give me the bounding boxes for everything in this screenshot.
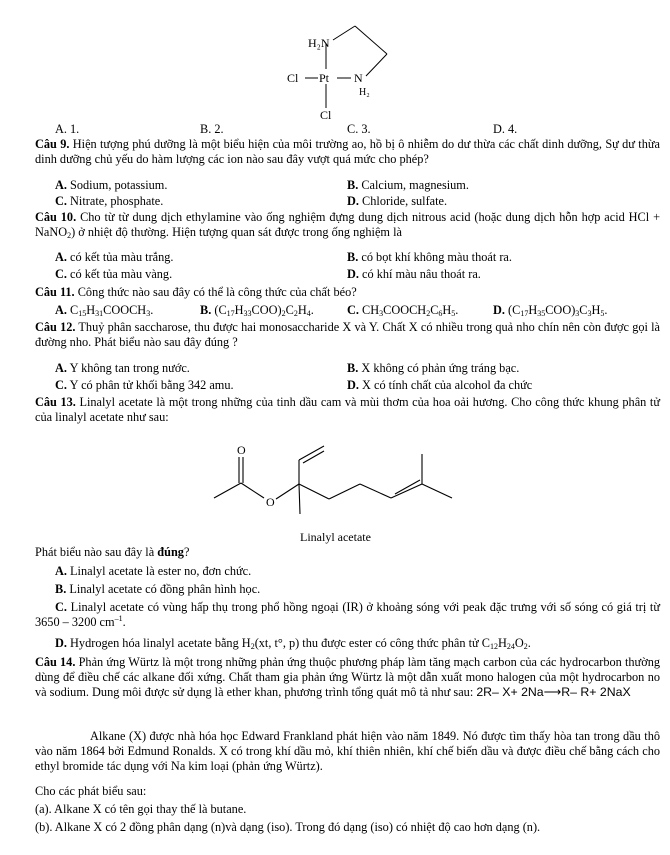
q14-paragraph: Alkane (X) được nhà hóa học Edward Frankland phát hiện vào năm 1849. Nó được tìm thấy hòa tan trong dầu thô vào năm 1864 bởi Edmund Ronalds. X có trong khí dầu mỏ, khí thiên nhiên, khí chế biến dầu và được điều chế bằng cách cho ethyl bromide tác dụng với Na kim loại (phản ứng Würtz). bbox=[35, 729, 660, 773]
q13-prompt-bold: đúng bbox=[157, 545, 184, 559]
h2-label: H₂ bbox=[359, 87, 370, 98]
q13-stem bbox=[35, 395, 660, 425]
q13-number: Câu 13. bbox=[35, 395, 76, 409]
q10-option-b[interactable]: B. có bọt khí không màu thoát ra. bbox=[347, 250, 512, 264]
cl-left-label: Cl bbox=[287, 71, 299, 85]
q8-answer-c[interactable]: C. 3. bbox=[347, 122, 371, 136]
q8-answer-d[interactable]: D. 4. bbox=[493, 122, 518, 136]
q9-option-b[interactable]: B. Calcium, magnesium. bbox=[347, 178, 469, 192]
q10-option-a[interactable]: A. có kết tủa màu trắng. bbox=[55, 250, 174, 264]
linalyl-acetate-structure bbox=[200, 440, 470, 526]
q8-answer-b[interactable]: B. 2. bbox=[200, 122, 224, 136]
q9-option-a[interactable]: A. Sodium, potassium. bbox=[55, 178, 168, 192]
q10-text: Cho từ từ dung dịch ethylamine vào ống nghiệm đựng dung dịch nitrous acid (hoặc dung dịch hỗn hợp acid HCl + NaNO$_2$) ở nhiệt độ thường. Hiện tượng quan sát được trong ống nghiệm là bbox=[35, 210, 661, 240]
q14-statement-b: (b). Alkane X có 2 đồng phân dạng (n)và dạng (iso). Trong đó dạng (iso) có nhiệt độ cao hơn dạng (n). bbox=[35, 820, 541, 834]
q10-stem bbox=[35, 210, 660, 240]
q14-statement-a: (a). Alkane X có tên gọi thay thế là butane. bbox=[35, 802, 247, 816]
q10-option-c[interactable]: C. có kết tủa màu vàng. bbox=[55, 267, 173, 281]
q12-number: Câu 12. bbox=[35, 320, 76, 334]
cl-bottom-label: Cl bbox=[320, 108, 332, 122]
q13-text: Linalyl acetate là một trong những của tinh dầu cam và mùi thơm của hoa oải hương. Cho công thức khung phân tử của linalyl acetate như sau: bbox=[35, 395, 660, 424]
q9-option-c[interactable]: C. Nitrate, phosphate. bbox=[55, 194, 164, 208]
q11-option-c[interactable]: C. $CH_3COOCH_2C_6H_5$. bbox=[347, 303, 459, 318]
q9-option-d[interactable]: D. Chloride, sulfate. bbox=[347, 194, 448, 208]
q13-option-d[interactable]: D. Hydrogen hóa linalyl acetate bằng $H_2(xt$, t°, p) thu được ester có công thức phân tử $C_{12}H_{24}O_2$. bbox=[55, 636, 531, 651]
q11-number: Câu 11. bbox=[35, 285, 75, 299]
pt-label: Pt bbox=[319, 71, 330, 85]
q12-stem bbox=[35, 320, 660, 350]
q13-prompt: Phát biểu nào sau đây là đúng? bbox=[35, 545, 190, 559]
q9-stem bbox=[35, 137, 660, 167]
q12-option-c[interactable]: C. Y có phân tử khối bằng 342 amu. bbox=[55, 378, 234, 392]
q8-answer-a[interactable]: A. 1. bbox=[55, 122, 80, 136]
q11-option-d[interactable]: D. $(C_{17}H_{35}COO)_3C_3H_5$. bbox=[493, 303, 608, 318]
h2n-label: H₂N bbox=[308, 36, 330, 50]
ester-o-label: O bbox=[266, 495, 275, 509]
q12-option-b[interactable]: B. X không có phản ứng tráng bạc. bbox=[347, 361, 520, 375]
q14-intro: Cho các phát biểu sau: bbox=[35, 784, 147, 798]
linalyl-acetate-caption: Linalyl acetate bbox=[300, 530, 371, 544]
q12-option-a[interactable]: A. Y không tan trong nước. bbox=[55, 361, 190, 375]
pt-complex-structure bbox=[275, 18, 405, 128]
q10-option-d[interactable]: D. có khí màu nâu thoát ra. bbox=[347, 267, 481, 281]
q11-option-b[interactable]: B. $(C_{17}H_{33}COO)_2C_2H_4$. bbox=[200, 303, 314, 318]
q12-text: Thuỷ phân saccharose, thu được hai monosaccharide X và Y. Chất X có nhiều trong quả nho chín nên còn được gọi là đường nho. Phát biểu nào sau đây đúng ? bbox=[35, 320, 660, 349]
q13-option-c[interactable]: C. Linalyl acetate có vùng hấp thụ trong phổ hồng ngoại (IR) ở khoảng sóng với peak đặc trưng với số sóng có giá trị từ 3650 – 3200 $cm^{-1}$. bbox=[35, 600, 661, 629]
q10-number: Câu 10. bbox=[35, 210, 77, 224]
q14-number: Câu 14. bbox=[35, 655, 76, 669]
wurtz-equation: 2R– X+ 2Na⟶R– R+ 2NaX bbox=[476, 685, 631, 699]
q9-number: Câu 9. bbox=[35, 137, 70, 151]
q11-stem bbox=[35, 285, 660, 300]
n-right-label: N bbox=[354, 71, 363, 85]
carbonyl-o-label: O bbox=[237, 443, 246, 457]
q11-option-a[interactable]: A. $C_{15}H_{31}COOCH_3$. bbox=[55, 303, 154, 318]
q13-option-b[interactable]: B. Linalyl acetate có đồng phân hình học. bbox=[55, 582, 261, 596]
q14-stem bbox=[35, 655, 660, 700]
q14-text: Phản ứng Würtz là một trong những phản ứng thuộc phương pháp làm tăng mạch carbon của các hydrocarbon thường dùng để điều chế các alkane đối xứng. Chất tham gia phản ứng Würtz là một dẫn xuất mono halogen của một hydrocarbon no và sodium. Dung môi được sử dụng là ether khan, phương trình tổng quát mô tả như sau: bbox=[35, 655, 660, 699]
q13-option-a[interactable]: A. Linalyl acetate là ester no, đơn chức. bbox=[55, 564, 252, 578]
q9-text: Hiện tượng phú dưỡng là một biểu hiện của môi trường ao, hồ bị ô nhiễm do dư thừa các chất dinh dưỡng, Sự dư thừa dinh dưỡng chủ yếu do hàm lượng các ion nào sau đây vượt quá mức cho phép? bbox=[35, 137, 660, 166]
q12-option-d[interactable]: D. X có tính chất của alcohol đa chức bbox=[347, 378, 533, 392]
q11-text: Công thức nào sau đây có thể là công thức của chất béo? bbox=[77, 285, 357, 299]
